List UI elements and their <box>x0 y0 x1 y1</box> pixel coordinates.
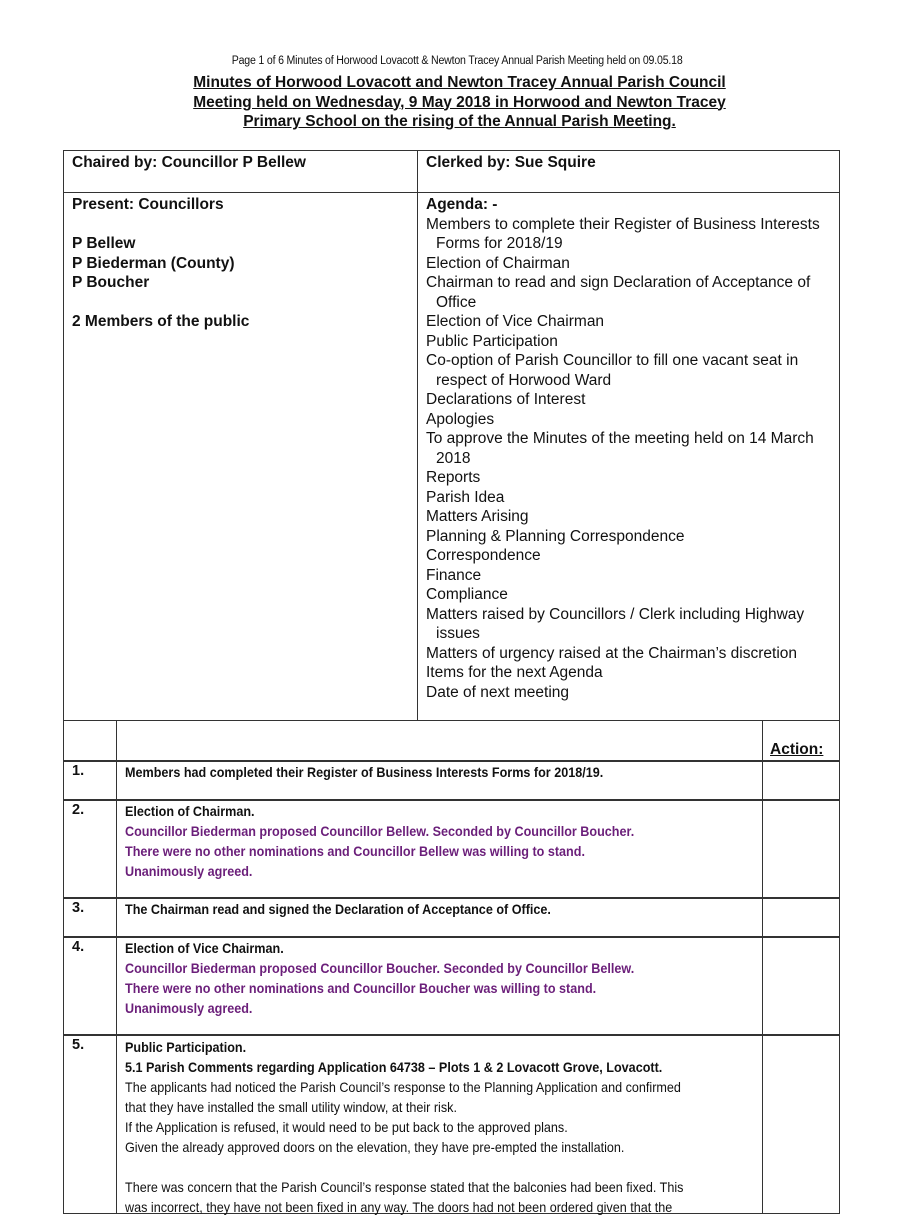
agenda-item: Apologies <box>426 410 495 428</box>
minute-item-4 <box>125 938 634 1018</box>
info-vertical-divider <box>417 150 418 721</box>
running-head: Page 1 of 6 Minutes of Horwood Lovacott & Newton Tracey Annual Parish Meeting held on 09.05.18 <box>231 55 683 67</box>
minute-line: Unanimously agreed. <box>125 1000 253 1016</box>
agenda-item: Planning & Planning Correspondence <box>426 527 685 545</box>
title-line-1: Minutes of Horwood Lovacott and Newton Tracey Annual Parish Council <box>193 74 726 91</box>
minute-line: was incorrect, they have not been fixed in any way. The doors had not been ordered given that the <box>125 1199 673 1215</box>
agenda-item: Correspondence <box>426 547 541 564</box>
minute-number: 1. <box>72 763 85 779</box>
minute-line: There were no other nominations and Councillor Boucher was willing to stand. <box>125 980 597 996</box>
minute-line: The applicants had noticed the Parish Council’s response to the Planning Application and confirmed <box>125 1079 681 1095</box>
minute-line: The Chairman read and signed the Declaration of Acceptance of Office. <box>125 901 551 917</box>
action-column-divider <box>762 720 763 1214</box>
minute-line: Public Participation. <box>125 1039 247 1055</box>
minute-line: If the Application is refused, it would need to be put back to the approved plans. <box>125 1119 568 1135</box>
agenda-item: Public Participation <box>426 332 558 350</box>
minute-item-3 <box>125 899 551 919</box>
agenda-item: Chairman to read and sign Declaration of Acceptance of Office <box>426 274 811 311</box>
minute-line <box>125 1157 683 1177</box>
number-column-divider <box>116 720 117 1214</box>
action-column-header: Action: <box>770 741 824 758</box>
agenda-item: Declarations of Interest <box>426 391 586 408</box>
minute-number: 3. <box>72 900 85 916</box>
agenda-list <box>426 195 836 702</box>
minute-number: 4. <box>72 939 85 955</box>
chaired-by: Chaired by: Councillor P Bellew <box>72 154 306 171</box>
agenda-item: Matters Arising <box>426 508 529 525</box>
minute-number: 2. <box>72 802 85 818</box>
minute-item-5 <box>125 1037 683 1217</box>
clerked-by: Clerked by: Sue Squire <box>426 154 596 171</box>
document-title <box>0 73 919 132</box>
agenda-item: Finance <box>426 566 482 584</box>
agenda-item: Parish Idea <box>426 488 505 506</box>
title-line-2: Meeting held on Wednesday, 9 May 2018 in Horwood and Newton Tracey <box>193 93 726 111</box>
minute-line: Councillor Biederman proposed Councillor Boucher. Seconded by Councillor Bellew. <box>125 960 635 976</box>
minute-line: Members had completed their Register of Business Interests Forms for 2018/19. <box>125 764 604 780</box>
agenda-item: Reports <box>426 469 481 486</box>
agenda-item: Election of Vice Chairman <box>426 313 605 330</box>
agenda-item: Members to complete their Register of Business Interests Forms for 2018/19 <box>426 215 820 252</box>
present-member: P Bellew <box>72 235 136 252</box>
minute-number: 5. <box>72 1037 85 1053</box>
minute-line: that they have installed the small utility window, at their risk. <box>125 1099 457 1115</box>
minute-item-2 <box>125 801 634 881</box>
minute-line: Unanimously agreed. <box>125 863 253 879</box>
title-line-3: Primary School on the rising of the Annual Parish Meeting. <box>243 113 676 130</box>
agenda-item: Co-option of Parish Councillor to fill one vacant seat in respect of Horwood Ward <box>426 352 799 389</box>
minute-line: There were no other nominations and Councillor Bellew was willing to stand. <box>125 843 585 859</box>
row-divider <box>63 1034 840 1036</box>
minute-line: Election of Chairman. <box>125 803 255 819</box>
minute-line: Councillor Biederman proposed Councillor Bellew. Seconded by Councillor Boucher. <box>125 823 635 839</box>
agenda-item: Matters raised by Councillors / Clerk including Highway issues <box>426 605 805 642</box>
agenda-item: Date of next meeting <box>426 683 570 701</box>
info-row-divider <box>63 192 840 193</box>
agenda-item: Items for the next Agenda <box>426 664 603 681</box>
agenda-item: Election of Chairman <box>426 254 570 272</box>
present-member: P Biederman (County) <box>72 254 235 272</box>
agenda-item: To approve the Minutes of the meeting held on 14 March 2018 <box>426 430 814 467</box>
agenda-item: Compliance <box>426 586 508 603</box>
present-member: P Boucher <box>72 274 150 291</box>
minute-line: Election of Vice Chairman. <box>125 940 284 956</box>
agenda-heading: Agenda: - <box>426 196 498 213</box>
agenda-item: Matters of urgency raised at the Chairman’s discretion <box>426 644 798 662</box>
minute-line: There was concern that the Parish Council’s response stated that the balconies had been fixed. This <box>125 1179 684 1195</box>
minute-line: 5.1 Parish Comments regarding Application 64738 – Plots 1 & 2 Lovacott Grove, Lovacott. <box>125 1059 663 1075</box>
public-attendance: 2 Members of the public <box>72 313 250 330</box>
minute-item-1 <box>125 762 603 782</box>
present-label: Present: Councillors <box>72 196 224 213</box>
minute-line: Given the already approved doors on the elevation, they have pre-empted the installation. <box>125 1139 625 1155</box>
